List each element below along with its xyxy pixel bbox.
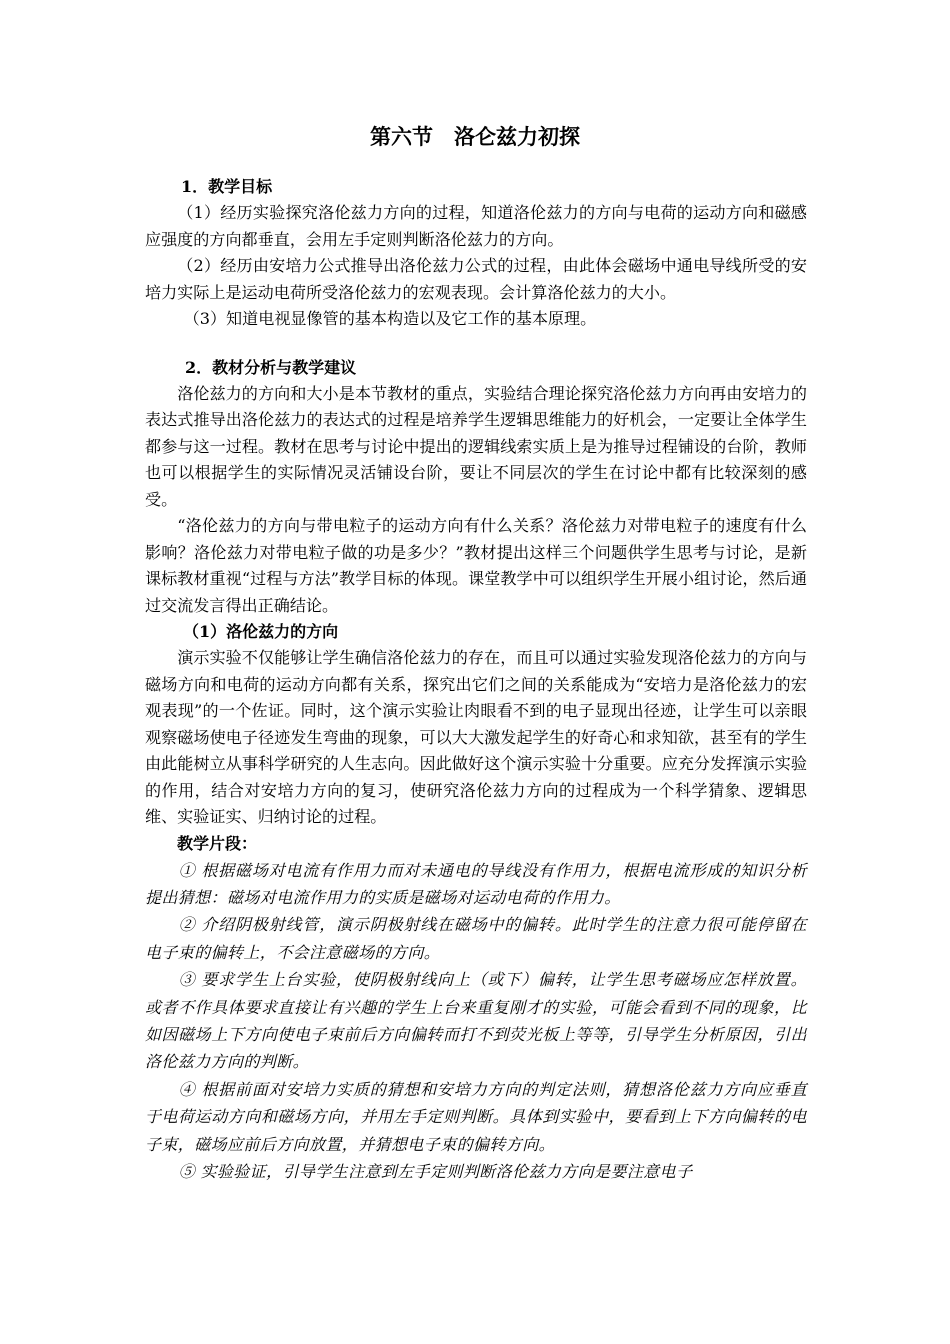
step-3: ③ 要求学生上台实验，使阴极射线向上（或下）偏转，让学生思考磁场应怎样放置。或者不作具体要求直接让有兴趣的学生上台来重复刚才的实验，可能会看到不同的现象，比如因磁场上下方向使电子束前后方向偏转而打不到荧光板上等等，引导学生分析原因，引出洛伦兹力方向的判断。 (145, 970, 807, 1072)
analysis-paragraph-1: 洛伦兹力的方向和大小是本节教材的重点，实验结合理论探究洛伦兹力方向再由安培力的表达式推导出洛伦兹力的表达式的过程是培养学生逻辑思维能力的好机会，一定要让全体学生都参与这一过程。教材在思考与讨论中提出的逻辑线索实质上是为推导过程铺设的台阶，教师也可以根据学生的实际情况灵活铺设台阶，要让不同层次的学生在讨论中都有比较深刻的感受。 (145, 383, 807, 509)
goal-paragraph-1: （1）经历实验探究洛伦兹力方向的过程，知道洛伦兹力的方向与电荷的运动方向和磁感应强度的方向都垂直，会用左手定则判断洛伦兹力的方向。 (145, 203, 807, 249)
heading-material-analysis: 2．教材分析与教学建议 (185, 357, 357, 377)
document-body (145, 174, 807, 1185)
heading-teaching-goals: 1．教学目标 (181, 177, 273, 196)
step-2: ② 介绍阴极射线管，演示阴极射线在磁场中的偏转。此时学生的注意力很可能停留在电子束的偏转上，不会注意磁场的方向。 (145, 915, 807, 962)
goal-paragraph-2: （2）经历由安培力公式推导出洛伦兹力公式的过程，由此体会磁场中通电导线所受的安培力实际上是运动电荷所受洛伦兹力的宏观表现。会计算洛伦兹力的大小。 (145, 256, 807, 302)
section-title: 第六节 洛仑兹力初探 (370, 124, 580, 149)
direction-paragraph: 演示实验不仅能够让学生确信洛伦兹力的存在，而且可以通过实验发现洛伦兹力的方向与磁场方向和电荷的运动方向都有关系，探究出它们之间的关系能成为“安培力是洛伦兹力的宏观表现”的一个佐证。同时，这个演示实验让肉眼看不到的电子显现出径迹，让学生可以亲眼观察磁场使电子径迹发生弯曲的现象，可以大大激发起学生的好奇心和求知欲，甚至有的学生由此能树立从事科学研究的人生志向。因此做好这个演示实验十分重要。应充分发挥演示实验的作用，结合对安培力方向的复习，使研究洛伦兹力方向的过程成为一个科学猜象、逻辑思维、实验证实、归纳讨论的过程。 (145, 648, 807, 826)
section-gap (145, 333, 807, 355)
analysis-paragraph-2: “洛伦兹力的方向与带电粒子的运动方向有什么关系？洛伦兹力对带电粒子的速度有什么影响？洛伦兹力对带电粒子做的功是多少？”教材提出这样三个问题供学生思考与讨论，是新课标教材重视“过程与方法”教学目标的体现。课堂教学中可以组织学生开展小组讨论，然后通过交流发言得出正确结论。 (145, 516, 807, 615)
goal-paragraph-3: （3）知道电视显像管的基本构造以及它工作的基本原理。 (183, 309, 597, 328)
teaching-segment-label: 教学片段： (177, 833, 258, 853)
step-1: ① 根据磁场对电流有作用力而对未通电的导线没有作用力，根据电流形成的知识分析提出猜想：磁场对电流作用力的实质是磁场对运动电荷的作用力。 (145, 860, 807, 907)
step-5: ⑤ 实验验证，引导学生注意到左手定则判断洛伦兹力方向是要注意电子 (178, 1161, 693, 1181)
step-4: ④ 根据前面对安培力实质的猜想和安培力方向的判定法则，猜想洛伦兹力方向应垂直于电荷运动方向和磁场方向，并用左手定则判断。具体到实验中，要看到上下方向偏转的电子束，磁场应前后方向放置，并猜想电子束的偏转方向。 (145, 1079, 807, 1154)
subheading-force-direction: （1）洛伦兹力的方向 (183, 622, 339, 641)
